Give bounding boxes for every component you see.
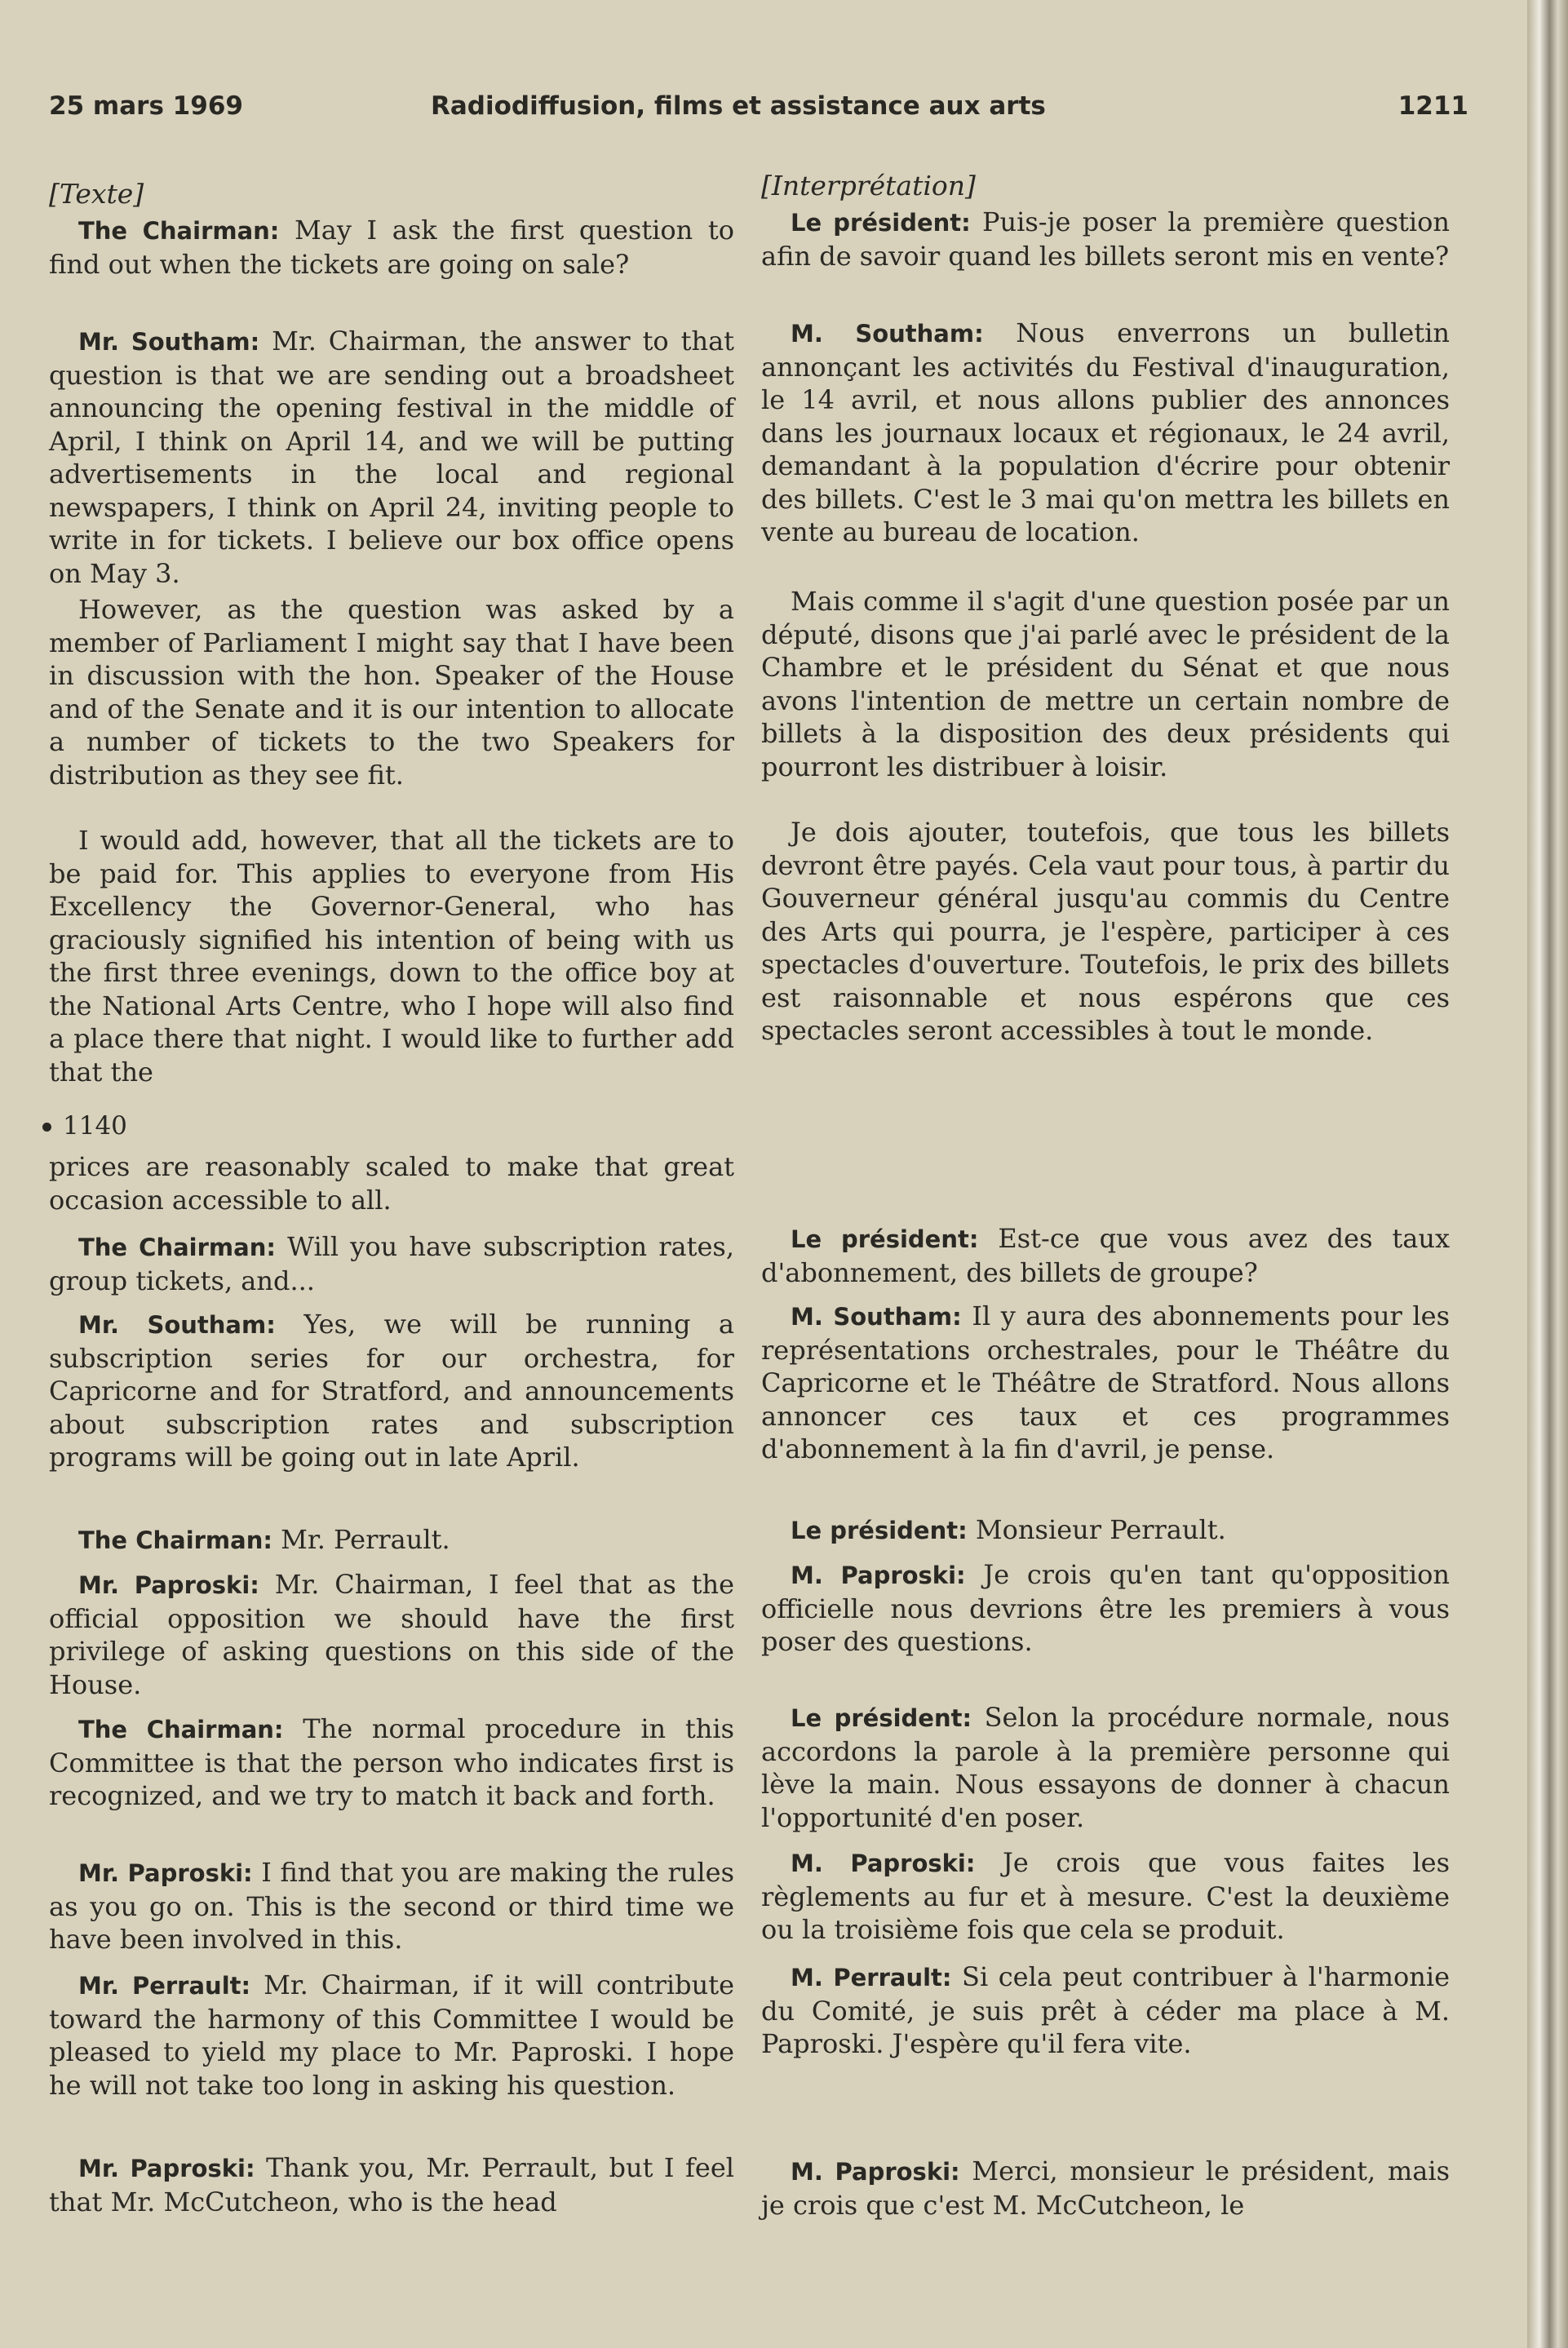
speaker-name: Mr. Paproski: [78,1571,259,1599]
speech-text: Si cela peut contribuer à l'harmonie du Comité, je suis prêt à céder ma place à M. Paproski. J'espère qu'il fera vite. [761,1961,1450,2059]
left-para [49,1856,734,1956]
right-para [761,317,1450,549]
left-para [49,1568,734,1701]
speech-text: Monsieur Perrault. [975,1514,1226,1545]
speech-text: Il y aura des abonnements pour les représentations orchestrales, pour le Théâtre du Capricorne et le Théâtre de Stratford. Nous allons annoncer ces taux et ces programmes d'abonnement à la fin d'avril, je pense. [761,1300,1451,1464]
left-para [49,1308,734,1474]
header-title: Radiodiffusion, films et assistance aux arts [431,91,1046,121]
speech-text: Mr. Chairman, the answer to that question is that we are sending out a broadsheet announcing the opening festival in the middle of April, I think on April 14, and we will be putting advertisements in the local and regional newspapers, I think on April 24, inviting people to write in for tickets. I believe our box office opens on May 3. [49,326,735,589]
speaker-name: Le président: [791,1704,972,1732]
right-para [761,206,1450,272]
speaker-name: The Chairman: [78,1234,276,1261]
speaker-name: Le président: [791,1225,979,1253]
left-para [49,1150,734,1216]
time-marker [42,1111,127,1141]
right-para [761,1513,1450,1548]
speech-text: Merci, monsieur le président, mais je crois que c'est M. McCutcheon, le [761,2155,1451,2221]
speech-text: Nous enverrons un bulletin annonçant les activités du Festival d'inauguration, le 14 avril, et nous allons publier des annonces dans les journaux locaux et régionaux, le 24 avril, demandant à la population d'écrire pour obtenir des billets. C'est le 3 mai qu'on mettra les billets en vente au bureau de location. [761,317,1451,547]
speaker-name: M. Southam: [791,1303,962,1331]
right-para [761,1300,1450,1466]
speaker-name: The Chairman: [78,217,280,245]
page-header [49,91,1468,132]
speech-text: I would add, however, that all the tickets are to be paid for. This applies to everyone from His Excellency the Governor-General, who has graciously signified his intention of being with us the first three evenings, down to the office boy at the National Arts Centre, who I hope will also find a place there that night. I would like to further add that the [49,825,734,1088]
speech-text: The normal procedure in this Committee is that the person who indicates first is recognized, and we try to match it back and forth. [49,1713,735,1811]
right-para [761,1701,1450,1834]
left-para [49,1230,734,1297]
speaker-name: Mr. Southam: [78,1311,276,1339]
speaker-name: M. Paproski: [791,1562,966,1589]
speech-text: Puis-je poser la première question afin de savoir quand les billets seront mis en vente? [761,206,1450,272]
speech-text: May I ask the first question to find out when the tickets are going on sale? [49,215,734,280]
left-column-label: [Texte] [49,178,144,210]
right-para [761,585,1450,783]
speech-text: However, as the question was asked by a member of Parliament I might say that I have been in discussion with the hon. Speaker of the House and of the Senate and it is our intention to allocate a number of tickets to the two Speakers for distribution as they see fit. [49,594,734,791]
speech-text: Thank you, Mr. Perrault, but I feel that Mr. McCutcheon, who is the head [49,2152,735,2217]
right-para [761,1960,1450,2061]
left-para [49,1523,734,1557]
speaker-name: The Chairman: [78,1716,284,1743]
left-para [49,824,734,1088]
right-para [761,1558,1450,1659]
speech-text: Je crois que vous faites les règlements au fur et à mesure. C'est la deuxième ou la troisième fois que cela se produit. [761,1847,1451,1945]
speech-text: Je dois ajouter, toutefois, que tous les billets devront être payés. Cela vaut pour tous, à partir du Gouverneur général jusqu'au commis du Centre des Arts qui pourra, je l'espère, participer à ces spectacles d'ouverture. Toutefois, le prix des billets est raisonnable et nous espérons que ces spectacles seront accessibles à tout le monde. [761,817,1450,1046]
speaker-name: Mr. Southam: [78,328,260,356]
speaker-name: Le président: [791,209,971,237]
speech-text: I find that you are making the rules as you go on. This is the second or third time we have been involved in this. [49,1857,735,1955]
speech-text: prices are reasonably scaled to make that great occasion accessible to all. [49,1151,734,1216]
speech-text: Est-ce que vous avez des taux d'abonnement, des billets de groupe? [761,1223,1450,1288]
speech-text: Selon la procédure normale, nous accordons la parole à la première personne qui lève la main. Nous essayons de donner à chacun l'opportunité d'en poser. [761,1702,1450,1833]
left-para [49,2151,734,2218]
left-para [49,325,734,590]
right-para [761,1222,1450,1289]
speech-text: Mais comme il s'agit d'une question posée par un député, disons que j'ai parlé avec le président de la Chambre et le président du Sénat et que nous avons l'intention de mettre un certain nombre de billets à la disposition des deux présidents qui pourront les distribuer à loisir. [761,586,1450,782]
speaker-name: Mr. Paproski: [78,2155,255,2182]
page-number: 1211 [1397,91,1468,121]
right-para [761,1846,1450,1947]
header-date: 25 mars 1969 [49,91,243,121]
speaker-name: The Chairman: [78,1526,272,1554]
left-para [49,1712,734,1813]
page-edge [1527,0,1568,2348]
bullet-icon [42,1123,51,1132]
speaker-name: M. Southam: [791,320,984,348]
speech-text: Will you have subscription rates, group tickets, and... [49,1231,735,1296]
speaker-name: Mr. Paproski: [78,1859,253,1887]
speaker-name: Le président: [791,1517,968,1544]
speaker-name: M. Paproski: [791,2158,960,2186]
speech-text: Mr. Chairman, if it will contribute toward the harmony of this Committee I would be pleased to yield my place to Mr. Paproski. I hope he will not take too long in asking his question. [49,1969,735,2101]
speech-text: Yes, we will be running a subscription series for our orchestra, for Capricorne and for Stratford, and announcements about subscription rates and subscription programs will be going out in late April. [49,1309,735,1473]
speaker-name: M. Perrault: [791,1964,952,1991]
left-para [49,214,734,281]
time-marker-text: 1140 [63,1111,127,1141]
right-para [761,816,1450,1048]
speaker-name: Mr. Perrault: [78,1972,251,2000]
speech-text: Mr. Perrault. [281,1524,450,1555]
right-para [761,2155,1450,2222]
speaker-name: M. Paproski: [791,1850,976,1877]
left-para [49,593,734,791]
speech-text: Je crois qu'en tant qu'opposition officielle nous devrions être les premiers à vous poser des questions. [761,1559,1450,1657]
right-column-label: [Interprétation] [761,170,976,202]
speech-text: Mr. Chairman, I feel that as the official opposition we should have the first privilege of asking questions on this side of the House. [49,1569,734,1700]
left-para [49,1969,734,2102]
